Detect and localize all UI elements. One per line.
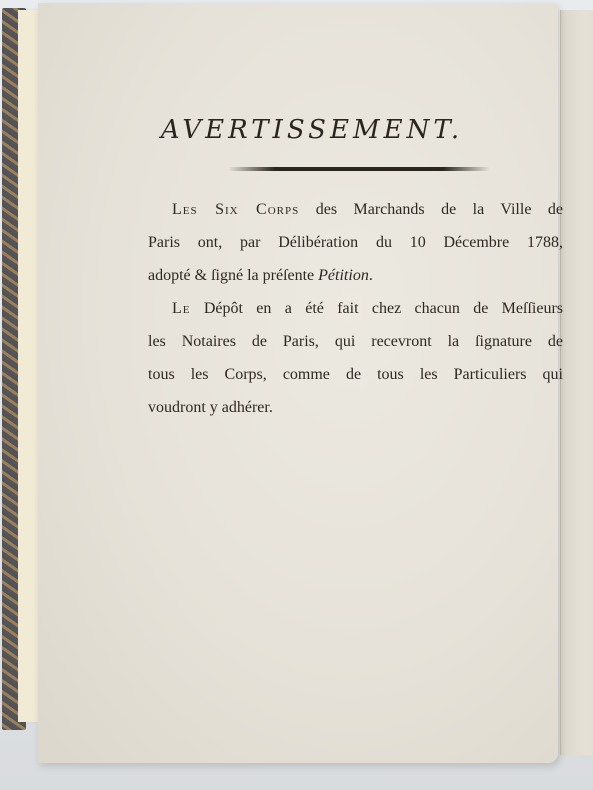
paragraph-1-line-1 [148, 193, 563, 226]
line-text: adopté & ſigné la préſente [148, 267, 319, 284]
body-text [148, 193, 563, 424]
line-text: Dépôt en a été fait chez chacun de Meſſieurs [190, 300, 563, 317]
paragraph-2-line-1 [148, 292, 563, 325]
small-caps-lead: Le [172, 300, 191, 317]
italic-word: Pétition [318, 267, 369, 284]
line-tail: . [368, 267, 373, 284]
page-title: AVERTISSEMENT. [160, 115, 464, 145]
paragraph-1-line-3 [148, 259, 563, 292]
paragraph-2-line-4: voudront y adhérer. [148, 399, 273, 416]
small-caps-lead: Les Six Corps [172, 201, 300, 218]
line-text: des Marchands de la Ville de [299, 201, 563, 218]
paragraph-1-line-2: Paris ont, par Délibération du 10 Décembre 1788, [148, 234, 563, 251]
paragraph-2-line-2: les Notaires de Paris, qui recevront la ſignature de [148, 333, 563, 350]
title-rule [228, 167, 491, 171]
document-page [38, 3, 563, 763]
paragraph-2-line-3: tous les Corps, comme de tous les Particuliers qui [148, 366, 563, 383]
